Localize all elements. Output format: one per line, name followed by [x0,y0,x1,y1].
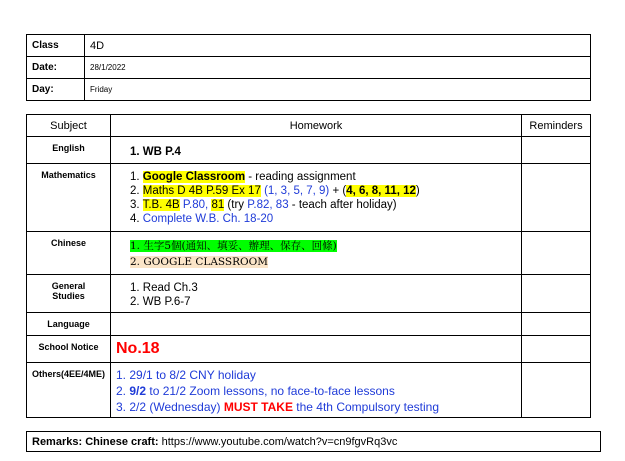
math-item-4: 4. Complete W.B. Ch. 18-20 [130,213,274,225]
subject-others: Others(4EE/4ME) [27,363,111,418]
date-value: 28/1/2022 [85,57,591,79]
homework-table [26,114,591,418]
homework-mathematics [111,164,522,232]
others-item-3: 3. 2/2 (Wednesday) MUST TAKE the 4th Compulsory testing [116,400,440,414]
school-notice-number: No.18 [111,336,522,363]
remarks-link[interactable]: https://www.youtube.com/watch?v=cn9fgvRq3vc [161,436,398,448]
remarks-bar [26,431,601,452]
gs-item-2: 2. WB P.6-7 [130,296,191,308]
homework-general-studies [111,275,522,313]
remarks-label: Remarks: Chinese craft: [32,436,159,448]
row-mathematics [27,164,591,232]
row-others [27,363,591,418]
date-label: Date: [27,57,85,79]
homework-english [111,137,522,164]
reminders-mathematics [522,164,591,232]
chinese-item-1: 1. 生字5個(通知、填妥、辦理、保存、回條) [130,240,337,252]
math-item-1: 1. Google Classroom - reading assignment [130,171,356,183]
math-item-2: 2. Maths D 4B P.59 Ex 17 (1, 3, 5, 7, 9) + (4, 6, 8, 11, 12) [130,185,420,197]
subject-header: Subject [27,115,111,137]
reminders-others [522,363,591,418]
class-info-table [26,34,591,101]
homework-others [111,363,522,418]
row-school-notice [27,336,591,363]
subject-general-studies: General Studies [27,275,111,313]
day-label: Day: [27,79,85,101]
day-value: Friday [85,79,591,101]
reminders-school-notice [522,336,591,363]
subject-language: Language [27,313,111,336]
row-language [27,313,591,336]
header-row [27,115,591,137]
class-label: Class [27,35,85,57]
subject-school-notice: School Notice [27,336,111,363]
math-item-3: 3. T.B. 4B P.80, 81 (try P.82, 83 - teach after holiday) [130,199,397,211]
reminders-english [522,137,591,164]
subject-english: English [27,137,111,164]
row-chinese [27,232,591,275]
subject-chinese: Chinese [27,232,111,275]
reminders-chinese [522,232,591,275]
gs-item-1: 1. Read Ch.3 [130,282,198,294]
homework-language [111,313,522,336]
reminders-header: Reminders [522,115,591,137]
others-item-1: 1. 29/1 to 8/2 CNY holiday [116,368,256,382]
row-english [27,137,591,164]
others-item-2: 2. 9/2 to 21/2 Zoom lessons, no face-to-face lessons [116,384,395,398]
chinese-item-2: 2. GOOGLE CLASSROOM [130,256,268,268]
reminders-general-studies [522,275,591,313]
class-value: 4D [85,35,591,57]
subject-mathematics: Mathematics [27,164,111,232]
reminders-language [522,313,591,336]
english-item: 1. WB P.4 [130,146,181,158]
homework-header: Homework [111,115,522,137]
row-general-studies [27,275,591,313]
homework-chinese [111,232,522,275]
